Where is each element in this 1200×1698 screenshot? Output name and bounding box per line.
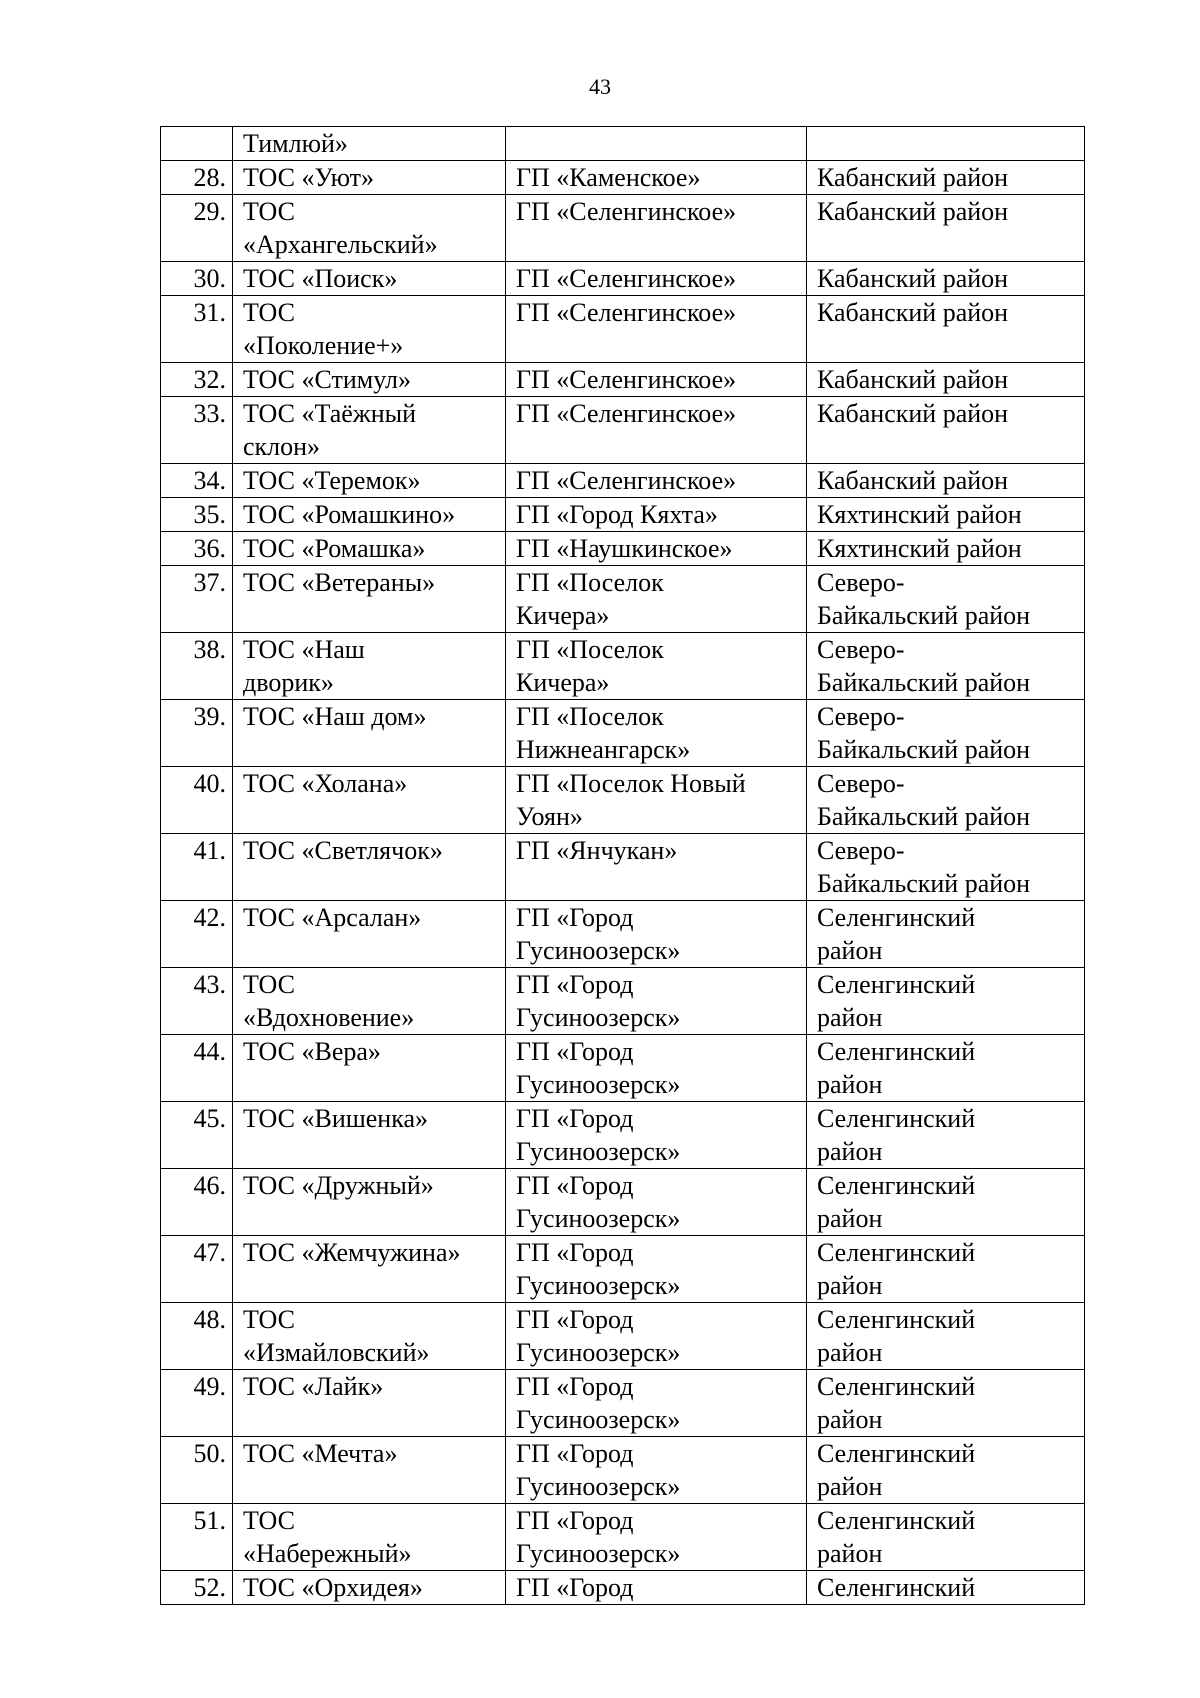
settlement-cell: ГП «Город <box>506 1571 807 1605</box>
district-cell: Кабанский район <box>807 397 1085 464</box>
settlement-cell: ГП «Селенгинское» <box>506 363 807 397</box>
row-number-cell: 34. <box>161 464 233 498</box>
district-cell: Кабанский район <box>807 464 1085 498</box>
tos-name-cell: ТОС «Уют» <box>233 161 506 195</box>
row-number-cell: 49. <box>161 1370 233 1437</box>
district-cell: Селенгинский район <box>807 1370 1085 1437</box>
settlement-cell: ГП «Селенгинское» <box>506 296 807 363</box>
district-cell: Селенгинский район <box>807 901 1085 968</box>
table-row <box>161 498 1085 532</box>
row-number-cell: 47. <box>161 1236 233 1303</box>
row-number-cell: 36. <box>161 532 233 566</box>
tos-table <box>160 126 1085 1605</box>
table-row <box>161 1437 1085 1504</box>
settlement-cell: ГП «Поселок Кичера» <box>506 566 807 633</box>
settlement-cell: ГП «Каменское» <box>506 161 807 195</box>
row-number-cell: 38. <box>161 633 233 700</box>
table-row <box>161 1370 1085 1437</box>
table-row <box>161 532 1085 566</box>
table-row <box>161 161 1085 195</box>
row-number-cell: 44. <box>161 1035 233 1102</box>
tos-name-cell: ТОС «Светлячок» <box>233 834 506 901</box>
tos-name-cell: ТОС «Лайк» <box>233 1370 506 1437</box>
settlement-cell: ГП «Город Гусиноозерск» <box>506 1035 807 1102</box>
row-number-cell: 51. <box>161 1504 233 1571</box>
table-row <box>161 195 1085 262</box>
settlement-cell: ГП «Город Гусиноозерск» <box>506 1437 807 1504</box>
district-cell: Селенгинский район <box>807 1303 1085 1370</box>
district-cell: Северо- Байкальский район <box>807 566 1085 633</box>
table-row <box>161 363 1085 397</box>
table-row <box>161 296 1085 363</box>
tos-name-cell: ТОС «Вишенка» <box>233 1102 506 1169</box>
row-number-cell: 46. <box>161 1169 233 1236</box>
row-number-cell: 40. <box>161 767 233 834</box>
district-cell: Селенгинский <box>807 1571 1085 1605</box>
settlement-cell: ГП «Селенгинское» <box>506 195 807 262</box>
settlement-cell: ГП «Город Кяхта» <box>506 498 807 532</box>
district-cell: Северо- Байкальский район <box>807 834 1085 901</box>
row-number-cell: 42. <box>161 901 233 968</box>
table-row <box>161 1102 1085 1169</box>
table-row <box>161 767 1085 834</box>
settlement-cell: ГП «Город Гусиноозерск» <box>506 1504 807 1571</box>
table-row <box>161 1169 1085 1236</box>
table-row <box>161 1571 1085 1605</box>
tos-name-cell: ТОС «Наш дворик» <box>233 633 506 700</box>
row-number-cell: 52. <box>161 1571 233 1605</box>
row-number-cell: 37. <box>161 566 233 633</box>
tos-name-cell: ТОС «Жемчужина» <box>233 1236 506 1303</box>
table-row <box>161 834 1085 901</box>
row-number-cell: 32. <box>161 363 233 397</box>
table-row <box>161 633 1085 700</box>
tos-name-cell: ТОС «Холана» <box>233 767 506 834</box>
tos-name-cell: ТОС «Таёжный склон» <box>233 397 506 464</box>
settlement-cell: ГП «Город Гусиноозерск» <box>506 968 807 1035</box>
row-number-cell: 30. <box>161 262 233 296</box>
settlement-cell: ГП «Город Гусиноозерск» <box>506 901 807 968</box>
table-row <box>161 566 1085 633</box>
settlement-cell: ГП «Город Гусиноозерск» <box>506 1169 807 1236</box>
tos-name-cell: ТОС «Орхидея» <box>233 1571 506 1605</box>
table-row <box>161 968 1085 1035</box>
tos-name-cell: ТОС «Ромашка» <box>233 532 506 566</box>
row-number-cell <box>161 127 233 161</box>
table-row <box>161 1504 1085 1571</box>
row-number-cell: 31. <box>161 296 233 363</box>
settlement-cell: ГП «Селенгинское» <box>506 397 807 464</box>
row-number-cell: 41. <box>161 834 233 901</box>
settlement-cell: ГП «Селенгинское» <box>506 464 807 498</box>
settlement-cell: ГП «Поселок Кичера» <box>506 633 807 700</box>
district-cell: Кяхтинский район <box>807 498 1085 532</box>
settlement-cell: ГП «Город Гусиноозерск» <box>506 1236 807 1303</box>
row-number-cell: 35. <box>161 498 233 532</box>
table-row <box>161 700 1085 767</box>
row-number-cell: 48. <box>161 1303 233 1370</box>
row-number-cell: 29. <box>161 195 233 262</box>
tos-name-cell: ТОС «Стимул» <box>233 363 506 397</box>
row-number-cell: 50. <box>161 1437 233 1504</box>
table-row <box>161 397 1085 464</box>
district-cell: Селенгинский район <box>807 1169 1085 1236</box>
page-number: 43 <box>589 74 611 99</box>
district-cell: Северо- Байкальский район <box>807 767 1085 834</box>
district-cell: Кяхтинский район <box>807 532 1085 566</box>
row-number-cell: 33. <box>161 397 233 464</box>
settlement-cell: ГП «Поселок Нижнеангарск» <box>506 700 807 767</box>
settlement-cell: ГП «Селенгинское» <box>506 262 807 296</box>
tos-name-cell: ТОС «Дружный» <box>233 1169 506 1236</box>
table-row <box>161 901 1085 968</box>
tos-name-cell: ТОС «Наш дом» <box>233 700 506 767</box>
settlement-cell: ГП «Наушкинское» <box>506 532 807 566</box>
settlement-cell: ГП «Янчукан» <box>506 834 807 901</box>
table-row <box>161 464 1085 498</box>
district-cell: Селенгинский район <box>807 1504 1085 1571</box>
tos-name-cell: ТОС «Ромашкино» <box>233 498 506 532</box>
table-row <box>161 1236 1085 1303</box>
settlement-cell: ГП «Поселок Новый Уоян» <box>506 767 807 834</box>
district-cell: Кабанский район <box>807 262 1085 296</box>
district-cell: Кабанский район <box>807 195 1085 262</box>
tos-name-cell: ТОС «Поиск» <box>233 262 506 296</box>
district-cell: Селенгинский район <box>807 1035 1085 1102</box>
tos-name-cell: ТОС «Измайловский» <box>233 1303 506 1370</box>
table-row <box>161 127 1085 161</box>
tos-name-cell: ТОС «Ветераны» <box>233 566 506 633</box>
tos-name-cell: ТОС «Вдохновение» <box>233 968 506 1035</box>
district-cell: Кабанский район <box>807 161 1085 195</box>
settlement-cell: ГП «Город Гусиноозерск» <box>506 1102 807 1169</box>
table-row <box>161 1035 1085 1102</box>
tos-name-cell: ТОС «Поколение+» <box>233 296 506 363</box>
district-cell: Северо- Байкальский район <box>807 700 1085 767</box>
district-cell: Селенгинский район <box>807 1102 1085 1169</box>
settlement-cell: ГП «Город Гусиноозерск» <box>506 1370 807 1437</box>
district-cell: Селенгинский район <box>807 1236 1085 1303</box>
tos-name-cell: ТОС «Вера» <box>233 1035 506 1102</box>
row-number-cell: 39. <box>161 700 233 767</box>
district-cell: Селенгинский район <box>807 968 1085 1035</box>
row-number-cell: 28. <box>161 161 233 195</box>
row-number-cell: 45. <box>161 1102 233 1169</box>
tos-name-cell: ТОС «Мечта» <box>233 1437 506 1504</box>
tos-name-cell: ТОС «Архангельский» <box>233 195 506 262</box>
district-cell <box>807 127 1085 161</box>
settlement-cell: ГП «Город Гусиноозерск» <box>506 1303 807 1370</box>
district-cell: Северо- Байкальский район <box>807 633 1085 700</box>
table-row <box>161 1303 1085 1370</box>
tos-name-cell: ТОС «Теремок» <box>233 464 506 498</box>
table-body <box>161 127 1085 1605</box>
district-cell: Селенгинский район <box>807 1437 1085 1504</box>
tos-name-cell: Тимлюй» <box>233 127 506 161</box>
table-row <box>161 262 1085 296</box>
district-cell: Кабанский район <box>807 363 1085 397</box>
tos-name-cell: ТОС «Набережный» <box>233 1504 506 1571</box>
tos-name-cell: ТОС «Арсалан» <box>233 901 506 968</box>
district-cell: Кабанский район <box>807 296 1085 363</box>
row-number-cell: 43. <box>161 968 233 1035</box>
settlement-cell <box>506 127 807 161</box>
